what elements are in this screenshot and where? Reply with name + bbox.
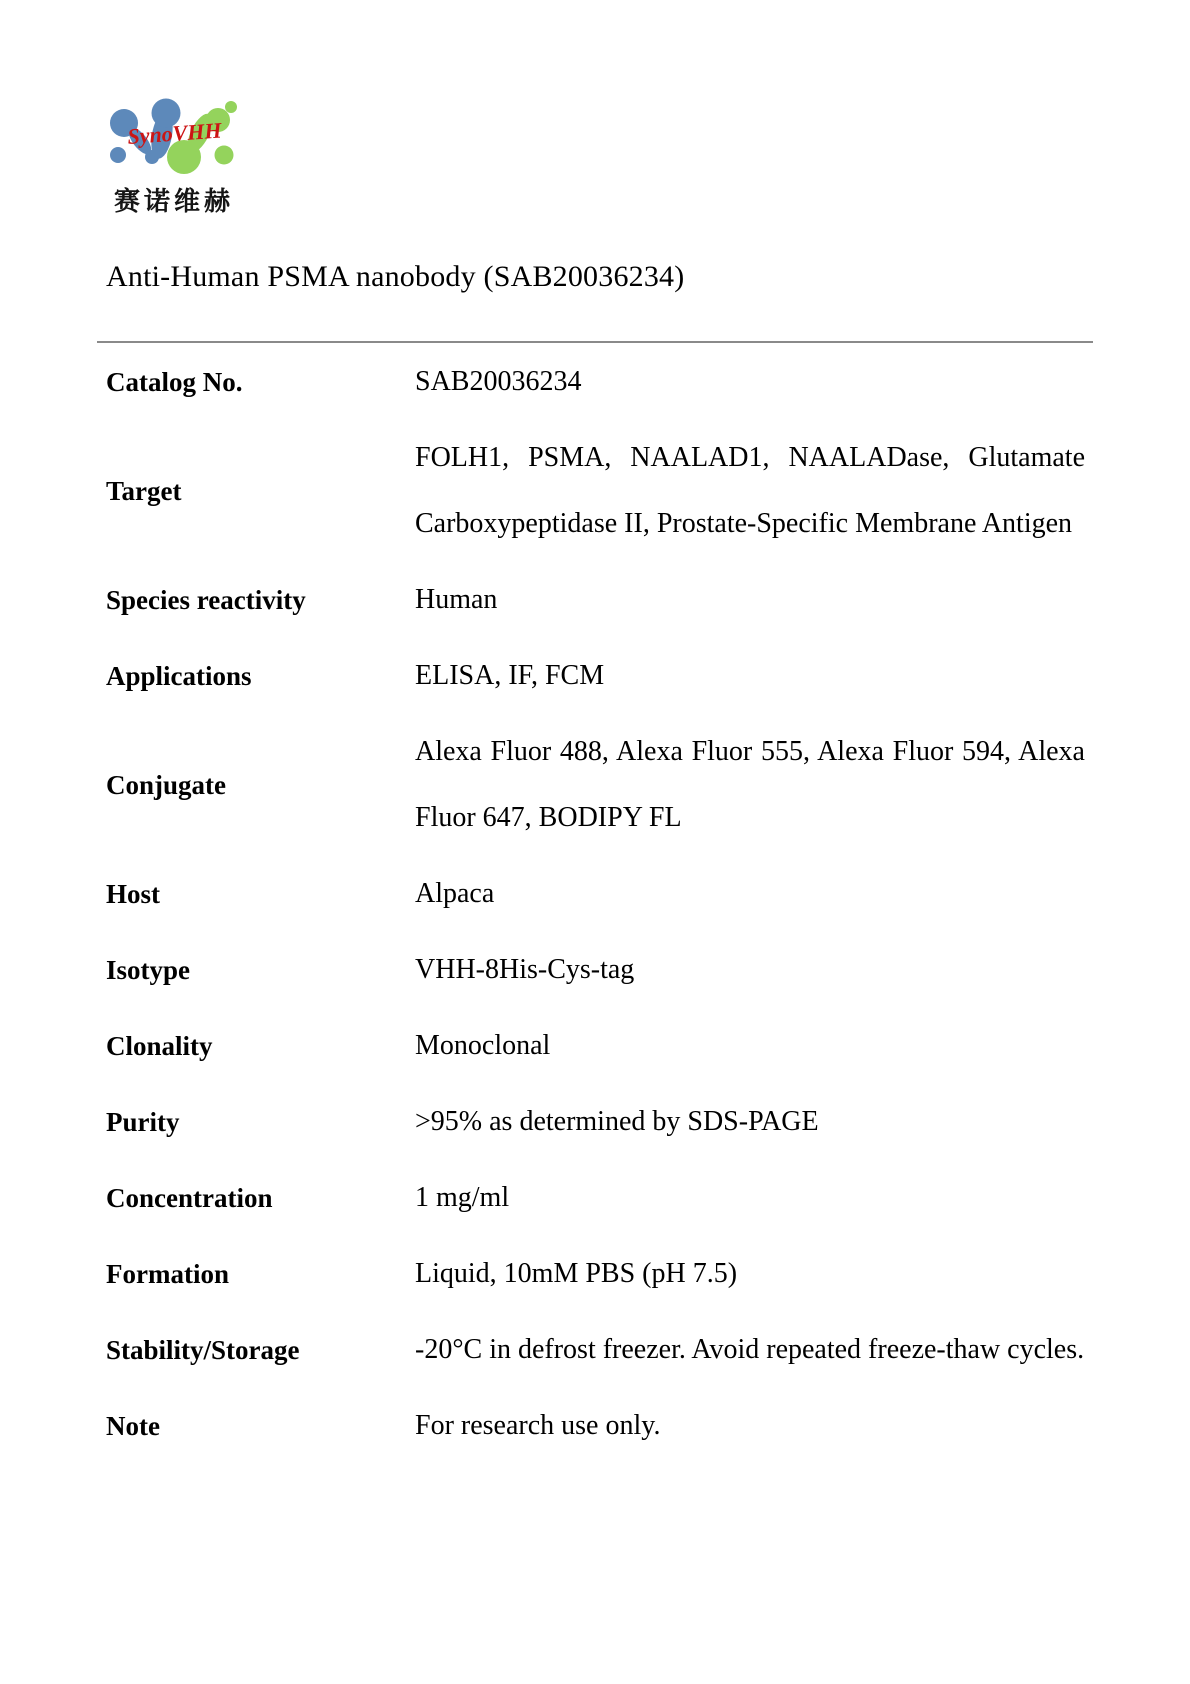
row-label: Note bbox=[106, 1411, 160, 1441]
row-value: Alexa Fluor 488, Alexa Fluor 555, Alexa Fluor 594, Alexa Fluor 647, BODIPY FL bbox=[415, 736, 1085, 833]
row-value: Liquid, 10mM PBS (pH 7.5) bbox=[415, 1258, 738, 1289]
row-label: Purity bbox=[106, 1107, 180, 1137]
table-row bbox=[106, 1236, 1085, 1312]
table-row bbox=[106, 1160, 1085, 1236]
table-row bbox=[106, 714, 1085, 856]
row-value: Alpaca bbox=[415, 878, 495, 909]
row-value: Monoclonal bbox=[415, 1030, 551, 1061]
table-row bbox=[106, 420, 1085, 562]
table-row bbox=[106, 932, 1085, 1008]
row-label: Isotype bbox=[106, 955, 191, 985]
row-label: Formation bbox=[106, 1259, 229, 1289]
title-divider bbox=[97, 341, 1093, 343]
row-label: Species reactivity bbox=[106, 585, 306, 615]
row-label: Host bbox=[106, 879, 160, 909]
table-row bbox=[106, 1388, 1085, 1464]
row-label: Target bbox=[106, 476, 182, 506]
row-value: -20°C in defrost freezer. Avoid repeated freeze-thaw cycles. bbox=[415, 1334, 1085, 1365]
row-value: For research use only. bbox=[415, 1410, 661, 1441]
table-row bbox=[106, 562, 1085, 638]
row-label: Applications bbox=[106, 661, 252, 691]
table-row bbox=[106, 856, 1085, 932]
row-label: Clonality bbox=[106, 1031, 213, 1061]
row-label: Stability/Storage bbox=[106, 1335, 300, 1365]
table-row bbox=[106, 344, 1085, 420]
table-row bbox=[106, 1008, 1085, 1084]
table-row bbox=[106, 638, 1085, 714]
row-label: Conjugate bbox=[106, 770, 226, 800]
row-label: Concentration bbox=[106, 1183, 273, 1213]
row-value: >95% as determined by SDS-PAGE bbox=[415, 1106, 819, 1137]
logo bbox=[100, 93, 260, 216]
row-value: SAB20036234 bbox=[415, 366, 582, 397]
table-row bbox=[106, 1084, 1085, 1160]
synovhh-logo-icon bbox=[100, 93, 255, 178]
page-title: Anti-Human PSMA nanobody (SAB20036234) bbox=[106, 260, 685, 293]
spec-table bbox=[106, 344, 1085, 1464]
row-value: Human bbox=[415, 584, 498, 615]
row-value: VHH-8His-Cys-tag bbox=[415, 954, 635, 985]
row-value: ELISA, IF, FCM bbox=[415, 660, 605, 691]
row-value: FOLH1, PSMA, NAALAD1, NAALADase, Glutamate Carboxypeptidase II, Prostate-Specific Membrane Antigen bbox=[415, 442, 1085, 539]
logo-chinese-name: 赛诺维赫 bbox=[114, 187, 235, 216]
table-row bbox=[106, 1312, 1085, 1388]
row-label: Catalog No. bbox=[106, 367, 243, 397]
logo-brand-text: SynoVHH bbox=[126, 117, 223, 149]
row-value: 1 mg/ml bbox=[415, 1182, 510, 1213]
